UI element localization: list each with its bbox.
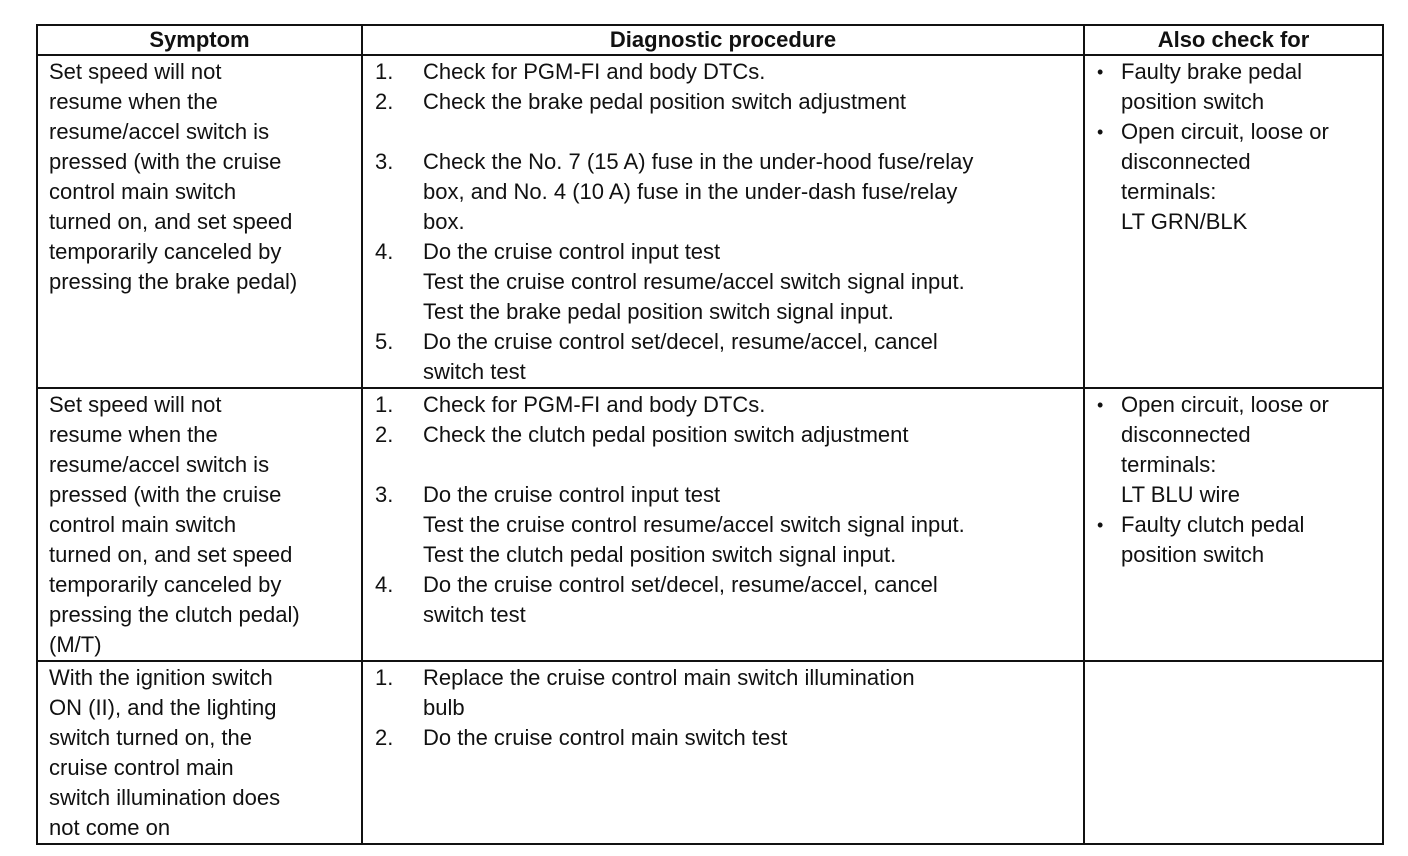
list-item	[1097, 390, 1374, 510]
step-text: Check for PGM-FI and body DTCs.	[423, 59, 766, 84]
procedure-step	[375, 480, 1079, 570]
step-number: 1.	[375, 392, 394, 417]
step-text: Replace the cruise control main switch illumination bulb	[423, 665, 915, 720]
procedure-steps	[375, 390, 1079, 630]
troubleshooting-sheet	[36, 24, 1382, 845]
also-check-cell-empty	[1084, 661, 1383, 844]
bullet-icon: •	[1097, 515, 1104, 535]
check-text: Open circuit, loose or disconnected terminals: LT GRN/BLK	[1121, 119, 1329, 234]
step-text: Check for PGM-FI and body DTCs.	[423, 392, 766, 417]
step-number: 3.	[375, 482, 394, 507]
header-also-check-for: Also check for	[1084, 25, 1383, 55]
table-row	[37, 388, 1383, 661]
procedure-cell	[362, 388, 1084, 661]
symptom-text: With the ignition switch ON (II), and the lighting switch turned on, the cruise control main switch illumination does not come on	[49, 665, 281, 840]
procedure-step	[375, 237, 1079, 327]
step-text: Do the cruise control main switch test	[423, 725, 788, 750]
step-text: Check the clutch pedal position switch adjustment	[423, 422, 909, 447]
bullet-icon: •	[1097, 122, 1104, 142]
bullet-icon: •	[1097, 395, 1104, 415]
symptom-troubleshooting-table	[36, 24, 1384, 845]
symptom-cell	[37, 55, 362, 388]
list-item	[1097, 57, 1374, 117]
procedure-step	[375, 87, 1079, 117]
procedure-step	[375, 390, 1079, 420]
step-text: Check the No. 7 (15 A) fuse in the under-hood fuse/relay box, and No. 4 (10 A) fuse in the under-dash fuse/relay box.	[423, 149, 974, 234]
procedure-steps	[375, 663, 1079, 753]
header-diagnostic-procedure: Diagnostic procedure	[362, 25, 1084, 55]
step-text: Do the cruise control input test Test the cruise control resume/accel switch signal input. Test the brake pedal position switch signal input.	[423, 239, 965, 324]
step-text: Check the brake pedal position switch adjustment	[423, 89, 907, 114]
also-check-cell	[1084, 55, 1383, 388]
step-number: 2.	[375, 422, 394, 447]
table-row	[37, 55, 1383, 388]
step-number: 1.	[375, 665, 394, 690]
step-number: 4.	[375, 239, 394, 264]
symptom-cell	[37, 388, 362, 661]
check-text: Faulty brake pedal position switch	[1121, 59, 1302, 114]
step-number: 1.	[375, 59, 394, 84]
symptom-cell	[37, 661, 362, 844]
procedure-step	[375, 663, 1079, 723]
procedure-step	[375, 723, 1079, 753]
procedure-steps	[375, 57, 1079, 387]
step-text: Do the cruise control set/decel, resume/accel, cancel switch test	[423, 572, 938, 627]
also-check-cell	[1084, 388, 1383, 661]
step-number: 2.	[375, 725, 394, 750]
step-number: 4.	[375, 572, 394, 597]
procedure-step	[375, 147, 1079, 237]
step-number: 5.	[375, 329, 394, 354]
table-header-row	[37, 25, 1383, 55]
symptom-text: Set speed will not resume when the resume/accel switch is pressed (with the cruise control main switch turned on, and set speed temporarily canceled by pressing the brake pedal)	[49, 59, 298, 294]
symptom-text: Set speed will not resume when the resume/accel switch is pressed (with the cruise control main switch turned on, and set speed temporarily canceled by pressing the clutch pedal) (M/T)	[49, 392, 300, 657]
also-check-list	[1097, 390, 1374, 570]
step-text: Do the cruise control input test Test the cruise control resume/accel switch signal input. Test the clutch pedal position switch signal input.	[423, 482, 965, 567]
step-number: 3.	[375, 149, 394, 174]
procedure-step	[375, 420, 1079, 450]
header-symptom: Symptom	[37, 25, 362, 55]
bullet-icon: •	[1097, 62, 1104, 82]
procedure-cell	[362, 661, 1084, 844]
procedure-step	[375, 570, 1079, 630]
table-row	[37, 661, 1383, 844]
list-item	[1097, 510, 1374, 570]
procedure-step	[375, 327, 1079, 387]
step-number: 2.	[375, 89, 394, 114]
procedure-step	[375, 57, 1079, 87]
procedure-cell	[362, 55, 1084, 388]
also-check-list	[1097, 57, 1374, 237]
check-text: Open circuit, loose or disconnected terminals: LT BLU wire	[1121, 392, 1329, 507]
check-text: Faulty clutch pedal position switch	[1121, 512, 1305, 567]
list-item	[1097, 117, 1374, 237]
step-text: Do the cruise control set/decel, resume/accel, cancel switch test	[423, 329, 938, 384]
